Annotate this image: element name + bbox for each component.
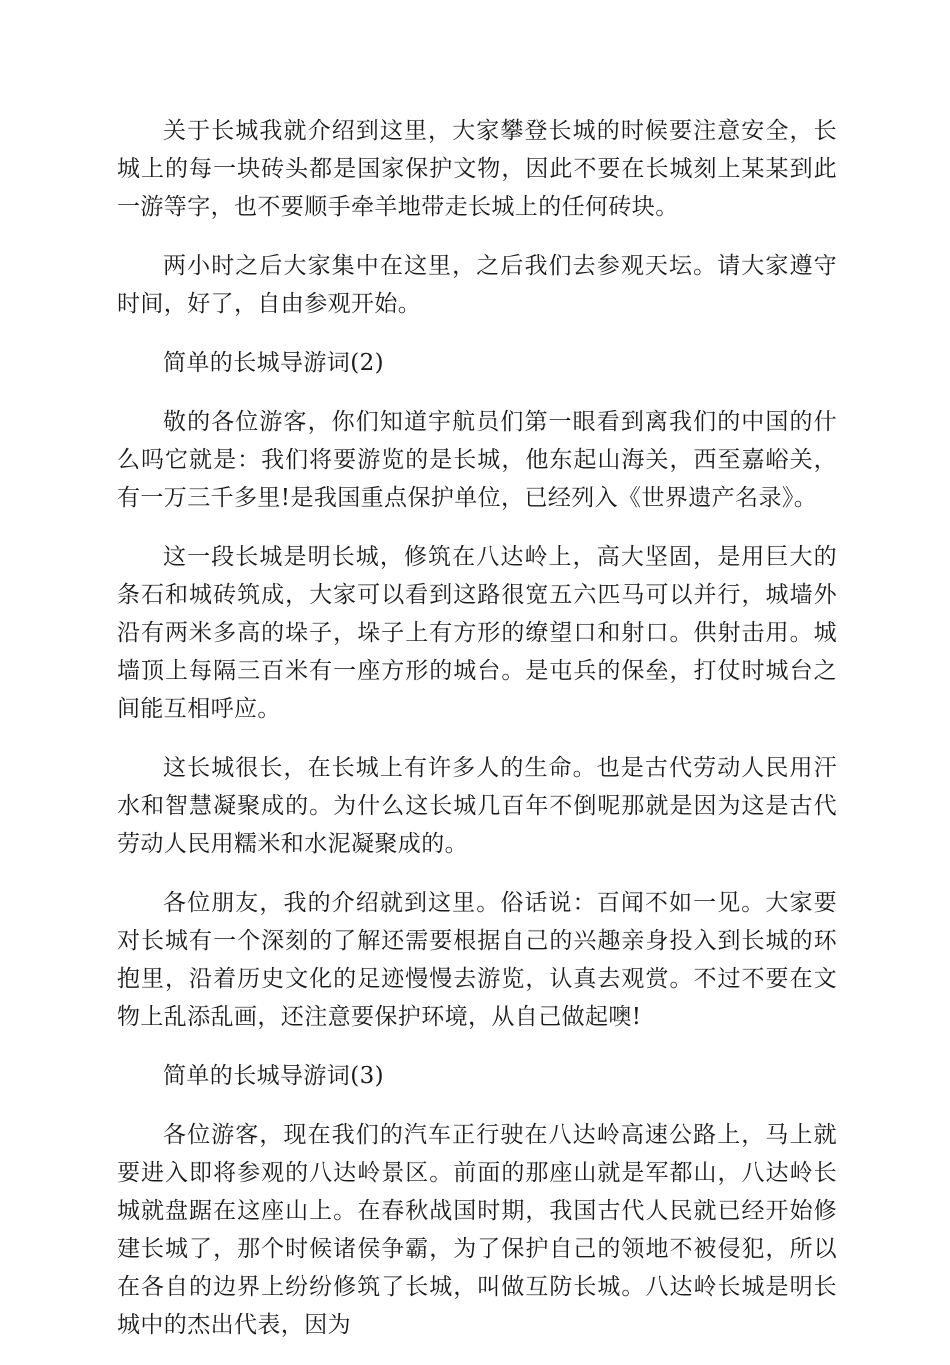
paragraph: 这长城很长，在长城上有许多人的生命。也是古代劳动人民用汗水和智慧凝聚成的。为什么这长城几百年不倒呢那就是因为这是古代劳动人民用糯米和水泥凝聚成的。 xyxy=(117,755,837,857)
paragraph: 关于长城我就介绍到这里，大家攀登长城的时候要注意安全，长城上的每一块砖头都是国家保护文物，因此不要在长城刻上某某到此一游等字，也不要顺手牵羊地带走长城上的任何砖块。 xyxy=(117,118,837,220)
section-heading: 简单的长城导游词(3) xyxy=(163,1063,384,1089)
paragraph: 敬的各位游客，你们知道宇航员们第一眼看到离我们的中国的什么吗它就是：我们将要游览的是长城，他东起山海关，西至嘉峪关，有一万三千多里!是我国重点保护单位，已经列入《世界遗产名录》。 xyxy=(117,409,837,511)
paragraph: 两小时之后大家集中在这里，之后我们去参观天坛。请大家遵守时间，好了，自由参观开始。 xyxy=(117,253,837,317)
paragraph: 各位游客，现在我们的汽车正行驶在八达岭高速公路上，马上就要进入即将参观的八达岭景区。前面的那座山就是军都山，八达岭长城就盘踞在这座山上。在春秋战国时期，我国古代人民就已经开始修建长城了，那个时候诸侯争霸，为了保护自己的领地不被侵犯，所以在各自的边界上纷纷修筑了长城，叫做互防长城。八达岭长城是明长城中的杰出代表，因为 xyxy=(117,1122,837,1338)
paragraph: 这一段长城是明长城，修筑在八达岭上，高大坚固，是用巨大的条石和城砖筑成，大家可以看到这路很宽五六匹马可以并行，城墙外沿有两米多高的垛子，垛子上有方形的缭望口和射口。供射击用。城墙顶上每隔三百米有一座方形的城台。是屯兵的保垒，打仗时城台之间能互相呼应。 xyxy=(117,544,837,722)
paragraph: 各位朋友，我的介绍就到这里。俗话说：百闻不如一见。大家要对长城有一个深刻的了解还需要根据自己的兴趣亲身投入到长城的环抱里，沿着历史文化的足迹慢慢去游览，认真去观赏。不过不要在文物上乱添乱画，还注意要保护环境，从自己做起噢! xyxy=(117,890,837,1030)
section-heading: 简单的长城导游词(2) xyxy=(163,350,384,376)
document-body xyxy=(117,112,837,1365)
